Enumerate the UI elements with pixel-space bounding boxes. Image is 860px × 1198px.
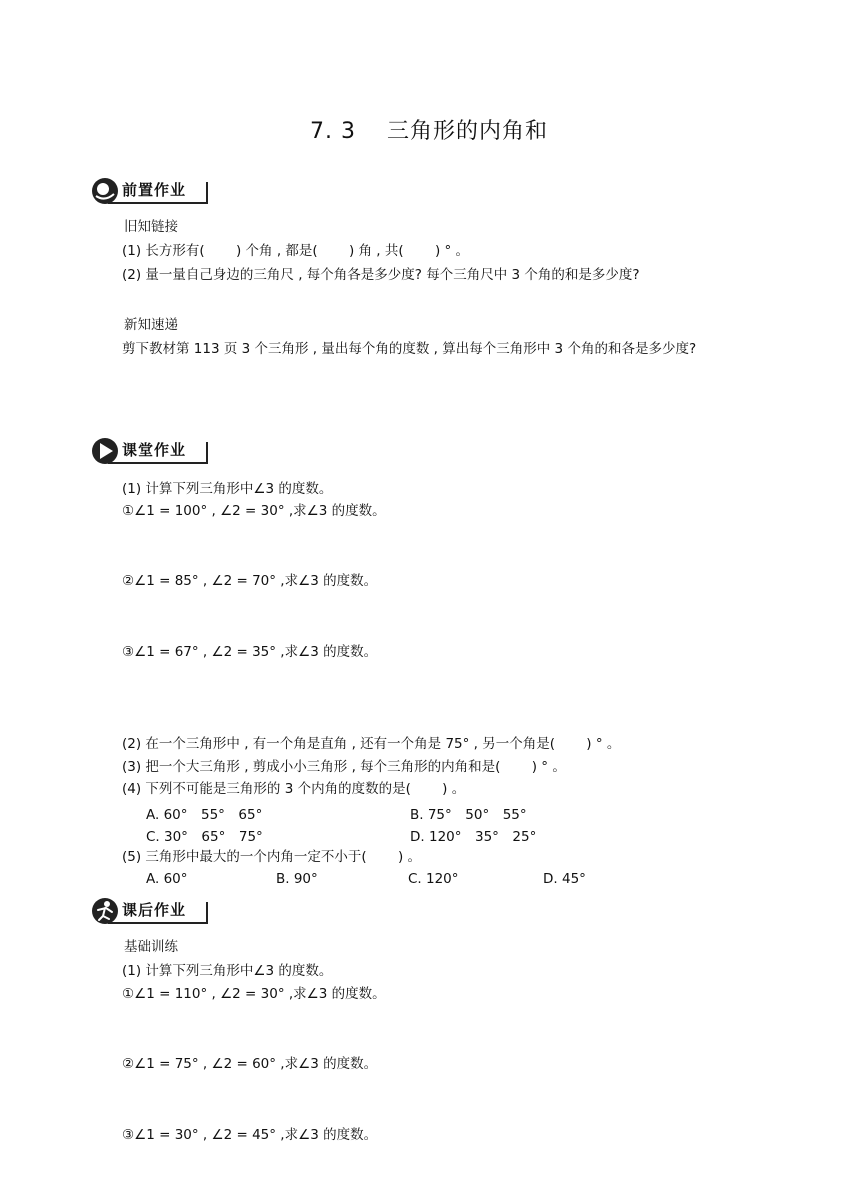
class-question-1: (1) 计算下列三角形中∠3 的度数。 — [122, 481, 333, 497]
after-question-1c: ③∠1 = 30° , ∠2 = 45° ,求∠3 的度数。 — [122, 1127, 378, 1143]
section-badge-class — [90, 436, 210, 466]
class-question-4: (4) 下列不可能是三角形的 3 个内角的度数的是( ) 。 — [122, 781, 466, 797]
section-title-class: 课堂作业 — [122, 441, 187, 459]
section-title-pre: 前置作业 — [122, 181, 187, 199]
section-badge-pre — [90, 176, 210, 206]
jumping-figure-icon — [90, 896, 120, 926]
class-question-2: (2) 在一个三角形中 , 有一个角是直角 , 还有一个角是 75° , 另一个角是( ) ° 。 — [122, 736, 621, 752]
q5-option-a: A. 60° — [146, 871, 188, 887]
class-question-1a: ①∠1 = 100° , ∠2 = 30° ,求∠3 的度数。 — [122, 503, 386, 519]
q4-option-b: B. 75° 50° 55° — [410, 807, 527, 823]
pre-question-1: (1) 长方形有( ) 个角 , 都是( ) 角 , 共( ) ° 。 — [122, 243, 470, 259]
section-title-after: 课后作业 — [122, 901, 187, 919]
new-knowledge-text: 剪下教材第 113 页 3 个三角形 , 量出每个角的度数 , 算出每个三角形中 3 个角的和各是多少度? — [122, 341, 697, 357]
q5-option-b: B. 90° — [276, 871, 318, 887]
class-question-1c: ③∠1 = 67° , ∠2 = 35° ,求∠3 的度数。 — [122, 644, 378, 660]
pre-question-2: (2) 量一量自己身边的三角尺 , 每个角各是多少度? 每个三角尺中 3 个角的和是多少度? — [122, 267, 640, 283]
after-question-1a: ①∠1 = 110° , ∠2 = 30° ,求∠3 的度数。 — [122, 986, 386, 1002]
class-question-1b: ②∠1 = 85° , ∠2 = 70° ,求∠3 的度数。 — [122, 573, 378, 589]
q4-option-c: C. 30° 65° 75° — [146, 829, 263, 845]
section-badge-after — [90, 896, 210, 926]
basic-training-label: 基础训练 — [124, 939, 178, 955]
after-question-1: (1) 计算下列三角形中∠3 的度数。 — [122, 963, 333, 979]
play-icon — [90, 436, 120, 466]
class-question-3: (3) 把一个大三角形 , 剪成小小三角形 , 每个三角形的内角和是( ) ° 。 — [122, 759, 566, 775]
new-knowledge-label: 新知速递 — [124, 317, 178, 333]
q5-option-d: D. 45° — [543, 871, 586, 887]
class-question-5: (5) 三角形中最大的一个内角一定不小于( ) 。 — [122, 849, 422, 865]
q5-option-c: C. 120° — [408, 871, 459, 887]
q4-option-d: D. 120° 35° 25° — [410, 829, 537, 845]
runner-icon — [90, 176, 120, 206]
old-knowledge-label: 旧知链接 — [124, 219, 178, 235]
after-question-1b: ②∠1 = 75° , ∠2 = 60° ,求∠3 的度数。 — [122, 1056, 378, 1072]
q4-option-a: A. 60° 55° 65° — [146, 807, 263, 823]
page-title: 7. 3 三角形的内角和 — [310, 119, 548, 144]
